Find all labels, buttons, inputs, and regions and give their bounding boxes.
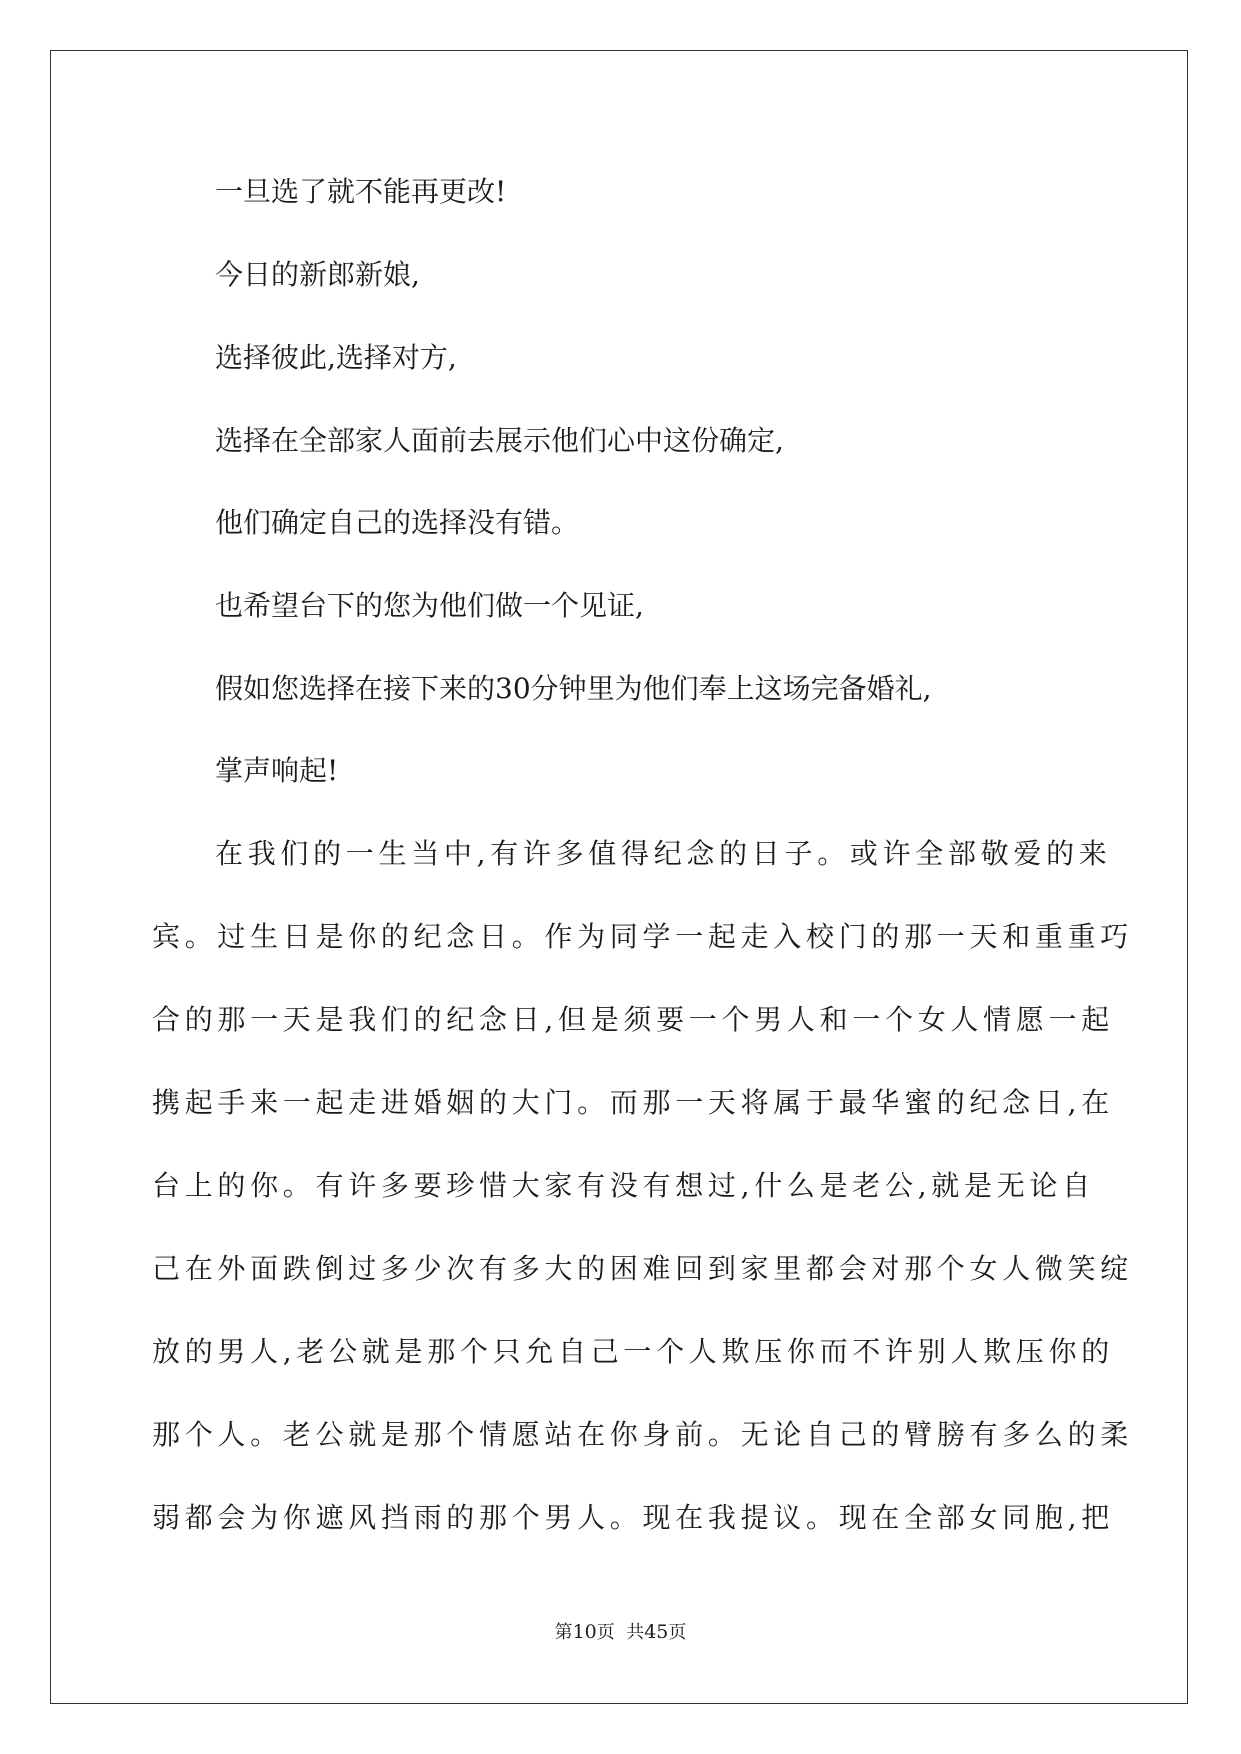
total-pages-number: 45 (644, 1621, 669, 1643)
text-line: 选择在全部家人面前去展示他们心中这份确定, (215, 424, 784, 457)
paragraph-line: 在我们的一生当中,有许多值得纪念的日子。或许全部敬爱的来 (215, 837, 1112, 870)
footer-middle: 页 共 (596, 1622, 645, 1643)
paragraph-line: 合的那一天是我们的纪念日,但是须要一个男人和一个女人情愿一起 (152, 1003, 1114, 1036)
page-number-footer (0, 1618, 1241, 1644)
footer-suffix: 页 (668, 1622, 687, 1643)
current-page-number: 10 (572, 1621, 597, 1643)
paragraph-line: 台上的你。有许多要珍惜大家有没有想过,什么是老公,就是无论自 (152, 1169, 1095, 1202)
paragraph-line: 那个人。老公就是那个情愿站在你身前。无论自己的臂膀有多么的柔 (152, 1418, 1134, 1451)
paragraph-line: 宾。过生日是你的纪念日。作为同学一起走入校门的那一天和重重巧 (152, 920, 1134, 953)
text-line: 掌声响起! (215, 754, 339, 787)
text-line: 今日的新郎新娘, (215, 258, 420, 291)
page-border (50, 50, 1188, 1704)
footer-prefix: 第 (554, 1622, 573, 1643)
text-line: 也希望台下的您为他们做一个见证, (215, 589, 644, 622)
paragraph-line: 弱都会为你遮风挡雨的那个男人。现在我提议。现在全部女同胞,把 (152, 1501, 1114, 1534)
paragraph-line: 携起手来一起走进婚姻的大门。而那一天将属于最华蜜的纪念日,在 (152, 1086, 1114, 1119)
text-line: 假如您选择在接下来的30分钟里为他们奉上这场完备婚礼, (215, 672, 932, 705)
text-line: 选择彼此,选择对方, (215, 341, 457, 374)
text-line: 一旦选了就不能再更改! (215, 175, 507, 208)
text-line: 他们确定自己的选择没有错。 (215, 506, 580, 539)
paragraph-line: 己在外面跌倒过多少次有多大的困难回到家里都会对那个女人微笑绽 (152, 1252, 1134, 1285)
paragraph-line: 放的男人,老公就是那个只允自己一个人欺压你而不许别人欺压你的 (152, 1335, 1114, 1368)
